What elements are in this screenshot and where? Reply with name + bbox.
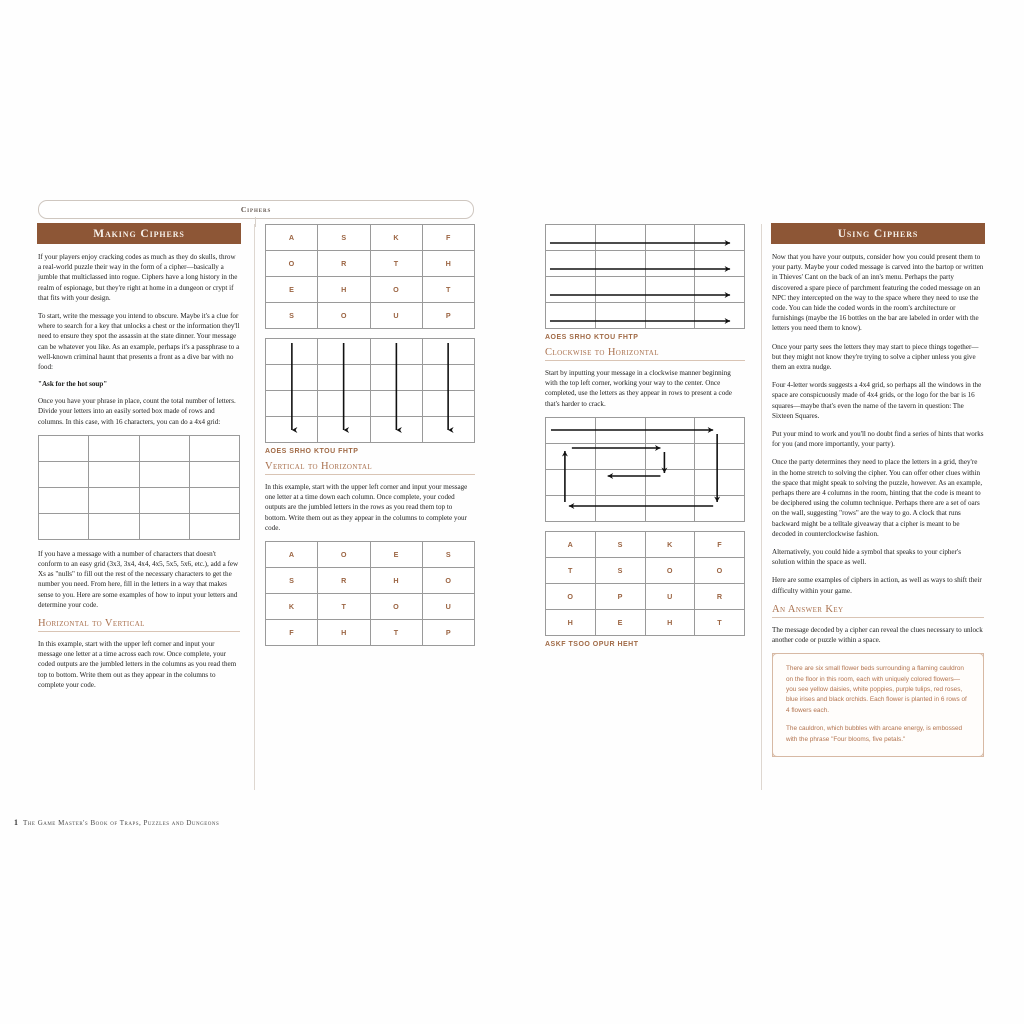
grid-cell: S bbox=[423, 542, 475, 568]
grid-cell: S bbox=[596, 558, 646, 584]
grid-cell bbox=[546, 225, 596, 251]
grid-cell: T bbox=[318, 594, 370, 620]
grid-cell bbox=[596, 225, 646, 251]
grid-cell: H bbox=[371, 568, 423, 594]
grid-cell: P bbox=[596, 584, 646, 610]
grid-cell bbox=[695, 251, 745, 277]
running-head-label: Ciphers bbox=[240, 205, 272, 214]
grid-cell bbox=[89, 514, 139, 540]
grid-cell: H bbox=[646, 610, 696, 636]
grid-cell bbox=[89, 436, 139, 462]
grid-cell: O bbox=[695, 558, 745, 584]
grid-cell: O bbox=[266, 251, 318, 277]
grid-cell bbox=[423, 417, 475, 443]
grid-cell bbox=[596, 303, 646, 329]
column-grids-b bbox=[545, 224, 745, 654]
grid-cell: R bbox=[318, 568, 370, 594]
paragraph: In this example, start with the upper left corner and input your message one letter at a time across each row. Once complete, your coded outputs are the jumbled letters in the columns as you read them top to bottom. Write them out as they appear in the columns to complete your code. bbox=[38, 640, 237, 689]
down-arrow-grid bbox=[265, 338, 475, 443]
grid-cell bbox=[318, 391, 370, 417]
grid-cell: H bbox=[546, 610, 596, 636]
grid-cell: F bbox=[266, 620, 318, 646]
grid-cell: F bbox=[695, 532, 745, 558]
grid-cell: O bbox=[318, 303, 370, 329]
grid-cell bbox=[646, 277, 696, 303]
column-divider-2 bbox=[761, 224, 762, 790]
paragraph: Once your party sees the letters they may start to piece things together—but they might not know they're trying to solve a cipher unless you give them an extra nudge. bbox=[772, 342, 979, 372]
grid-cell: H bbox=[318, 620, 370, 646]
grid-cell: K bbox=[371, 225, 423, 251]
section-banner-making-ciphers bbox=[38, 224, 240, 243]
grid-cell bbox=[140, 462, 190, 488]
paragraph: Four 4-letter words suggests a 4x4 grid, so perhaps all the windows in the space are conspicuously made of 4x4 grids, or the logo for the bar is 16 squares—maybe that's even the name of the tavern in question: The Sixteen Squares. bbox=[772, 381, 982, 420]
grid-cell bbox=[190, 462, 240, 488]
grid-cell: A bbox=[546, 532, 596, 558]
grid-cell bbox=[39, 488, 89, 514]
answer-key-paragraph: The cauldron, which bubbles with arcane energy, is embossed with the phrase "Four blooms, five petals." bbox=[786, 725, 963, 743]
grid-cell bbox=[695, 277, 745, 303]
grid-cell bbox=[140, 488, 190, 514]
grid-cell bbox=[266, 391, 318, 417]
subheading-an-answer-key: An Answer Key bbox=[772, 604, 984, 618]
paragraph: Put your mind to work and you'll no doubt find a series of hints that works for you (and more importantly, your party). bbox=[772, 430, 984, 449]
running-head-tick bbox=[255, 217, 256, 227]
grid-cell bbox=[596, 444, 646, 470]
grid-cell bbox=[596, 418, 646, 444]
grid-cell: E bbox=[371, 542, 423, 568]
grid-cell bbox=[646, 225, 696, 251]
grid-cell bbox=[423, 365, 475, 391]
grid-cell: T bbox=[371, 620, 423, 646]
letter-grid-askf-tsoo-opur-heht bbox=[545, 531, 745, 636]
code-output: ASKF TSOO OPUR HEHT bbox=[545, 640, 639, 648]
grid-cell bbox=[423, 391, 475, 417]
grid-cell: T bbox=[695, 610, 745, 636]
column-grids-a bbox=[265, 224, 475, 646]
grid-cell bbox=[266, 365, 318, 391]
grid-cell: K bbox=[646, 532, 696, 558]
grid-cell: E bbox=[266, 277, 318, 303]
paragraph: Now that you have your outputs, consider how you could present them to your party. Maybe your coded message is carved into the bartop or written in Thieves' Cant on the back of an inn's menu. Perhaps the party discovered a spare piece of parchment featuring the coded message on an NPC they intercepted on the way to the space where they need to use the code. You can hide the coded words in the room's architecture or furnishings (maybe the 16 bottles on the bar are labeled in order with the letters you need them to know). bbox=[772, 253, 984, 333]
grid-cell: S bbox=[318, 225, 370, 251]
grid-cell: T bbox=[423, 277, 475, 303]
grid-cell: K bbox=[266, 594, 318, 620]
grid-cell: T bbox=[371, 251, 423, 277]
grid-cell: P bbox=[423, 620, 475, 646]
box-corner-icon bbox=[974, 653, 984, 663]
grid-cell bbox=[646, 496, 696, 522]
page-footer bbox=[14, 818, 219, 827]
grid-cell bbox=[695, 444, 745, 470]
running-head bbox=[38, 200, 474, 219]
grid-cell: O bbox=[371, 594, 423, 620]
grid-cell bbox=[596, 251, 646, 277]
page-number: 1 bbox=[14, 818, 18, 827]
grid-cell: O bbox=[318, 542, 370, 568]
grid-cell bbox=[695, 496, 745, 522]
grid-cell bbox=[371, 417, 423, 443]
paragraph: In this example, start with the upper left corner and input your message one letter at a time down each column. Once complete, your coded outputs are the jumbled letters in the rows as you read them top to bottom. Write them out as they appear in the columns to complete your code. bbox=[265, 483, 468, 532]
grid-cell bbox=[546, 496, 596, 522]
grid-cell bbox=[318, 365, 370, 391]
grid-cell bbox=[89, 462, 139, 488]
paragraph: If you have a message with a number of characters that doesn't conform to an easy grid (3x3, 3x4, 4x4, 4x5, 5x5, 5x6, etc.), add a few Xs as "nulls" to fill out the rest of the necessary characters to get the number you need. From here, fill in the letters in a way that makes sense to you. Here are some examples of how to input your letters and determine your code. bbox=[38, 549, 239, 609]
grid-cell: O bbox=[646, 558, 696, 584]
grid-cell bbox=[546, 303, 596, 329]
grid-cell bbox=[39, 462, 89, 488]
grid-cell: O bbox=[546, 584, 596, 610]
column-divider-1 bbox=[254, 224, 255, 790]
answer-key-paragraph: There are six small flower beds surrounding a flaming cauldron on the floor in this room, each with uniquely colored flowers— you see yellow daisies, white poppies, purple tulips, red roses, blue irises and black orchids. Each flower is planted in 6 rows of 4 flowers each. bbox=[786, 665, 967, 714]
grid-cell bbox=[546, 470, 596, 496]
grid-cell bbox=[646, 444, 696, 470]
grid-cell: O bbox=[371, 277, 423, 303]
grid-cell: A bbox=[266, 542, 318, 568]
grid-cell: O bbox=[423, 568, 475, 594]
grid-cell: T bbox=[546, 558, 596, 584]
grid-cell bbox=[646, 251, 696, 277]
grid-cell: H bbox=[318, 277, 370, 303]
grid-cell bbox=[423, 339, 475, 365]
grid-cell bbox=[596, 277, 646, 303]
example-passphrase: "Ask for the hot soup" bbox=[38, 380, 108, 389]
grid-cell bbox=[190, 514, 240, 540]
paragraph: Here are some examples of ciphers in action, as well as ways to shift their difficulty within your game. bbox=[772, 576, 982, 595]
subheading-vertical-to-horizontal: Vertical to Horizontal bbox=[265, 461, 475, 475]
clockwise-spiral-grid bbox=[545, 417, 745, 522]
box-corner-icon bbox=[974, 747, 984, 757]
box-corner-icon bbox=[772, 747, 782, 757]
grid-cell bbox=[695, 418, 745, 444]
grid-cell bbox=[140, 514, 190, 540]
grid-cell bbox=[89, 488, 139, 514]
grid-cell bbox=[546, 251, 596, 277]
column-using-ciphers bbox=[772, 224, 984, 757]
grid-cell bbox=[318, 417, 370, 443]
grid-cell: U bbox=[371, 303, 423, 329]
book-title: The Game Master's Book of Traps, Puzzles and Dungeons bbox=[23, 819, 220, 827]
grid-cell: S bbox=[266, 303, 318, 329]
grid-cell bbox=[371, 339, 423, 365]
letter-grid-askf-orth-ehot-soup bbox=[265, 224, 475, 329]
grid-cell: U bbox=[646, 584, 696, 610]
grid-cell bbox=[646, 470, 696, 496]
paragraph: Once the party determines they need to place the letters in a grid, they're in the home stretch to solving the cipher. You can offer other clues within the space that might speak to solving the puzzle, however. As an example, perhaps there are 4 columns in the room, hinting that the code is meant to be deciphered using the column technique. Perhaps there are a set of oars on the wall, suggesting "rows" are the way to go. A clock that runs backward might be a telltale giveaway that a cipher is meant to be decoded in counterclockwise fashion. bbox=[772, 458, 983, 538]
grid-cell bbox=[39, 514, 89, 540]
paragraph: If your players enjoy cracking codes as much as they do skulls, throw a real-world puzzle their way in the form of a cipher—basically a jumble that multiclassed into rogue. Ciphers have a long history in the realm of espionage, but they're right at home in a dungeon or crypt if that fits with your design. bbox=[38, 253, 238, 302]
grid-cell bbox=[140, 436, 190, 462]
section-banner-using-ciphers bbox=[772, 224, 984, 243]
grid-cell bbox=[695, 303, 745, 329]
grid-cell: F bbox=[423, 225, 475, 251]
grid-cell: R bbox=[318, 251, 370, 277]
banner-label: Using Ciphers bbox=[837, 227, 919, 240]
box-corner-icon bbox=[772, 653, 782, 663]
grid-cell bbox=[695, 470, 745, 496]
subheading-horizontal-to-vertical: Horizontal to Vertical bbox=[38, 618, 240, 632]
grid-cell bbox=[266, 417, 318, 443]
grid-cell bbox=[371, 365, 423, 391]
grid-cell bbox=[546, 418, 596, 444]
banner-label: Making Ciphers bbox=[93, 227, 185, 240]
grid-cell bbox=[596, 496, 646, 522]
paragraph: The message decoded by a cipher can reveal the clues necessary to unlock another code or puzzle within a space. bbox=[772, 625, 983, 645]
grid-cell bbox=[646, 418, 696, 444]
code-output: AOES SRHO KTOU FHTP bbox=[265, 448, 359, 455]
grid-cell bbox=[190, 488, 240, 514]
grid-cell: A bbox=[266, 225, 318, 251]
grid-cell: S bbox=[266, 568, 318, 594]
grid-cell bbox=[546, 444, 596, 470]
grid-cell: S bbox=[596, 532, 646, 558]
blank-4x4-grid bbox=[38, 435, 240, 540]
letter-grid-aoes-srho-ktou-fhtp bbox=[265, 541, 475, 646]
grid-cell: U bbox=[423, 594, 475, 620]
grid-cell: R bbox=[695, 584, 745, 610]
paragraph: Once you have your phrase in place, count the total number of letters. Divide your letters into an easily sorted box made of rows and columns. In this case, with 16 characters, you can do a 4x4 grid: bbox=[38, 397, 236, 426]
grid-cell bbox=[190, 436, 240, 462]
subheading-clockwise-to-horizontal: Clockwise to Horizontal bbox=[545, 347, 745, 361]
grid-cell bbox=[695, 225, 745, 251]
grid-cell bbox=[371, 391, 423, 417]
answer-key-callout-box bbox=[772, 653, 984, 757]
paragraph: To start, write the message you intend to obscure. Maybe it's a clue for where to search for a key that unlocks a chest or the information they'll need to ensure they spot the assassin at the state dinner. Your message can be whatever you like. As an example, perhaps it's a passphrase to a well-known criminal haunt that presents a front as a dive bar with no food: bbox=[38, 312, 240, 372]
grid-cell: P bbox=[423, 303, 475, 329]
grid-cell bbox=[596, 470, 646, 496]
grid-cell: H bbox=[423, 251, 475, 277]
grid-cell: E bbox=[596, 610, 646, 636]
grid-cell bbox=[546, 277, 596, 303]
grid-cell bbox=[646, 303, 696, 329]
paragraph: Alternatively, you could hide a symbol that speaks to your cipher's solution within the space as well. bbox=[772, 548, 961, 567]
paragraph: Start by inputting your message in a clockwise manner beginning with the top left corner, working your way to the center. Once completed, use the letters as they appear in rows to present a code that's harder to crack. bbox=[545, 369, 732, 408]
code-output: AOES SRHO KTOU FHTP bbox=[545, 334, 639, 341]
grid-cell bbox=[266, 339, 318, 365]
column-making-ciphers bbox=[38, 224, 240, 698]
grid-cell bbox=[39, 436, 89, 462]
right-arrow-grid bbox=[545, 224, 745, 329]
grid-cell bbox=[318, 339, 370, 365]
